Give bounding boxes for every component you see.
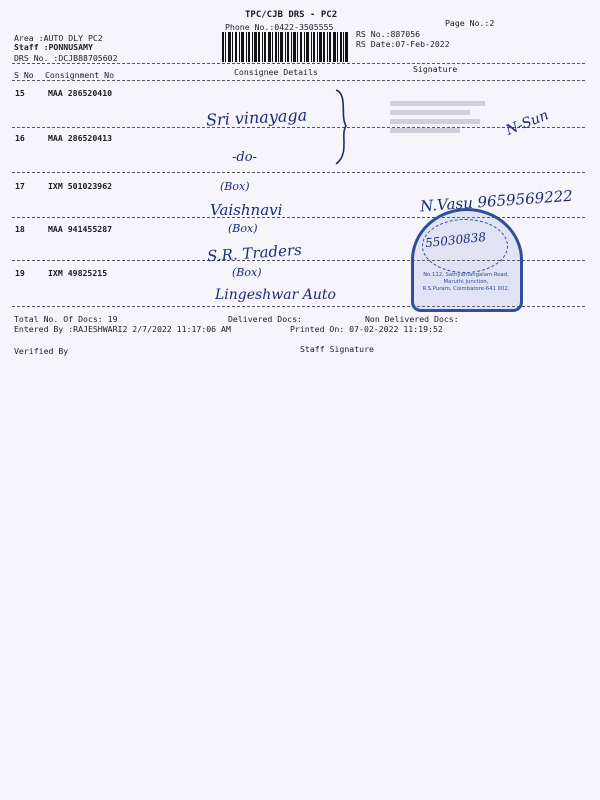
rs-date: RS Date:07-Feb-2022	[356, 39, 450, 49]
barcode	[222, 32, 350, 62]
handwritten-receiver-phone: N.Vasu 9659569222	[419, 186, 574, 216]
header-divider-top	[12, 63, 585, 64]
handwritten-box-note: (Box)	[220, 180, 250, 193]
phone-number: Phone No.:0422-3505555	[225, 22, 334, 32]
handwritten-brace	[330, 88, 356, 168]
row-divider	[12, 172, 585, 173]
staff-label: Staff :PONNUSAMY	[14, 42, 93, 52]
handwritten-consignee: Sri vinayaga	[205, 105, 308, 130]
entered-by: Entered By :RAJESHWARI2 2/7/2022 11:17:06 AM	[14, 324, 231, 334]
row-sno: 15	[15, 88, 25, 98]
handwritten-ditto: -do-	[232, 150, 257, 165]
row-sno: 19	[15, 268, 25, 278]
row-divider	[12, 127, 585, 128]
handwritten-consignee: Lingeshwar Auto	[215, 287, 336, 303]
document-title: TPC/CJB DRS - PC2	[245, 10, 338, 20]
row-consignment: IXM 501023962	[48, 181, 113, 191]
non-delivered-docs: Non Delivered Docs:	[365, 314, 459, 324]
column-sno: S No	[14, 70, 34, 80]
seal-handwritten-number: 55030838	[424, 229, 487, 251]
verified-by: Verified By	[14, 346, 69, 356]
column-consignee: Consignee Details	[234, 67, 318, 77]
row-consignment: MAA 286520410	[48, 88, 113, 98]
printed-on: Printed On: 07-02-2022 11:19:52	[290, 324, 443, 334]
row-sno: 17	[15, 181, 25, 191]
faded-stamp	[390, 97, 490, 147]
column-signature: Signature	[413, 64, 458, 74]
rs-number: RS No.:887056	[356, 29, 421, 39]
delivered-docs: Delivered Docs:	[228, 314, 302, 324]
area-label: Area :AUTO DLY PC2	[14, 33, 103, 43]
total-docs: Total No. Of Docs: 19	[14, 314, 118, 324]
company-seal	[411, 208, 523, 312]
handwritten-consignee: Vaishnavi	[210, 201, 283, 219]
staff-signature: Staff Signature	[300, 344, 374, 354]
seal-address: No.112, Sathyamangalam Road, Maruthi Junction, R.S.Puram, Coimbatore-641 002.	[422, 272, 510, 292]
handwritten-box-note: (Box)	[232, 266, 262, 279]
row-consignment: IXM 49825215	[48, 268, 108, 278]
header-divider-bottom	[12, 80, 585, 81]
drs-number: DRS No. :DCJB88705602	[14, 53, 118, 63]
page-number: Page No.:2	[445, 18, 495, 28]
row-consignment: MAA 286520413	[48, 133, 113, 143]
row-sno: 18	[15, 224, 25, 234]
row-consignment: MAA 941455287	[48, 224, 113, 234]
handwritten-consignee: S.R. Traders	[206, 240, 303, 266]
handwritten-receiver-sign: N-Sun	[503, 107, 551, 139]
column-consignment: Consignment No	[45, 70, 115, 80]
handwritten-box-note: (Box)	[228, 222, 258, 235]
row-sno: 16	[15, 133, 25, 143]
